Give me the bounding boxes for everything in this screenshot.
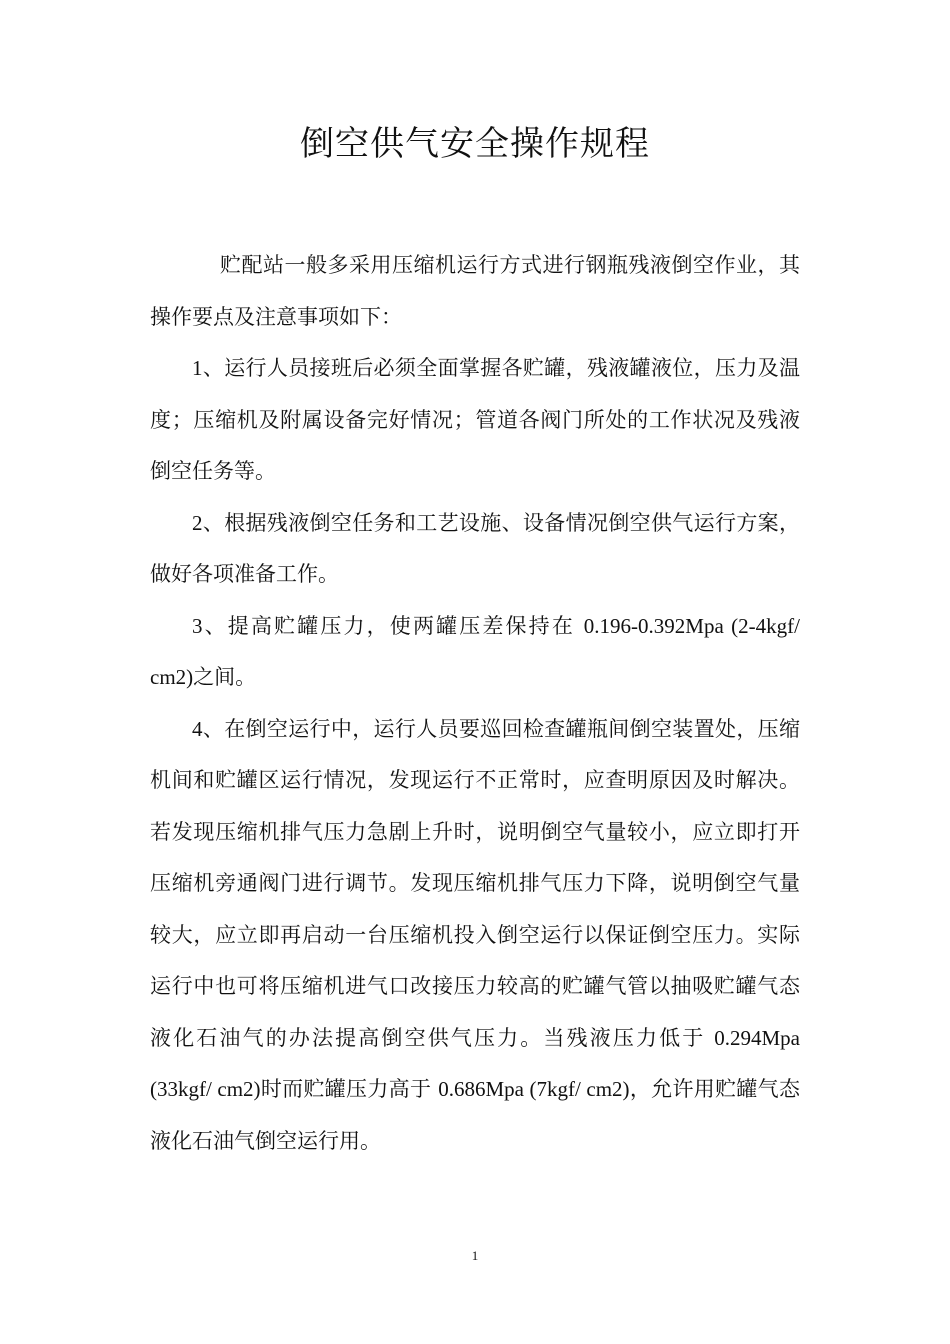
- intro-paragraph: 贮配站一般多采用压缩机运行方式进行钢瓶残液倒空作业，其操作要点及注意事项如下：: [150, 253, 800, 329]
- item-3-separator: 、: [202, 613, 228, 638]
- item-1-text: 运行人员接班后必须全面掌握各贮罐，残液罐液位，压力及温度；压缩机及附属设备完好情况；管道各阀门所处的工作状况及残液倒空任务等。: [150, 356, 801, 483]
- item-4-text-a: 在倒空运行中，运行人员要巡回检查罐瓶间倒空装置处，压缩机间和贮罐区运行情况，发现运行不正常时，应查明原因及时解决。若发现压缩机排气压力急剧上升时，说明倒空气量较小，应立即打开压缩机旁通阀门进行调节。发现压缩机排气压力下降，说明倒空气量较大，应立即再启动一台压缩机投入倒空运行以保证倒空压力。实际运行中也可将压缩机进气口改接压力较高的贮罐气管以抽吸贮罐气态液化石油气的办法提高倒空供气压力。当残液压力低于: [150, 716, 801, 1050]
- item-4-residual-pressure-value: 0.294Mpa (33kgf/ cm2): [150, 1025, 800, 1101]
- document-title: 倒空供气安全操作规程: [300, 124, 650, 164]
- item-3-pressure-value: 0.196-0.392Mpa (2-4kgf/ cm2): [150, 613, 800, 689]
- item-3-paragraph: [150, 601, 800, 704]
- item-4-text-b: 时而贮罐压力高于: [260, 1077, 439, 1101]
- item-1-paragraph: [150, 343, 800, 498]
- item-4-number: 4: [192, 716, 203, 741]
- item-4-tank-pressure-value: 0.686Mpa (7kgf/ cm2): [438, 1077, 630, 1101]
- item-3-text-b: 之间。: [193, 665, 257, 689]
- page-number: 1: [471, 1248, 479, 1263]
- document-body: [150, 240, 800, 1167]
- item-4-text-c: ，允许用贮罐气态液化石油气倒空运行用。: [150, 1077, 800, 1153]
- item-2-separator: 、: [202, 510, 225, 535]
- item-1-separator: 、: [202, 356, 225, 380]
- item-2-number: 2: [192, 510, 203, 535]
- item-4-separator: 、: [202, 716, 225, 741]
- item-3-text-a: 提高贮罐压力，使两罐压差保持在: [227, 613, 584, 638]
- item-2-text: 根据残液倒空任务和工艺设施、设备情况倒空供气运行方案，做好各项准备工作。: [150, 510, 801, 586]
- item-2-paragraph: [150, 498, 800, 601]
- item-4-paragraph: [150, 704, 800, 1168]
- item-3-number: 3: [192, 613, 203, 638]
- item-1-number: 1: [192, 356, 203, 380]
